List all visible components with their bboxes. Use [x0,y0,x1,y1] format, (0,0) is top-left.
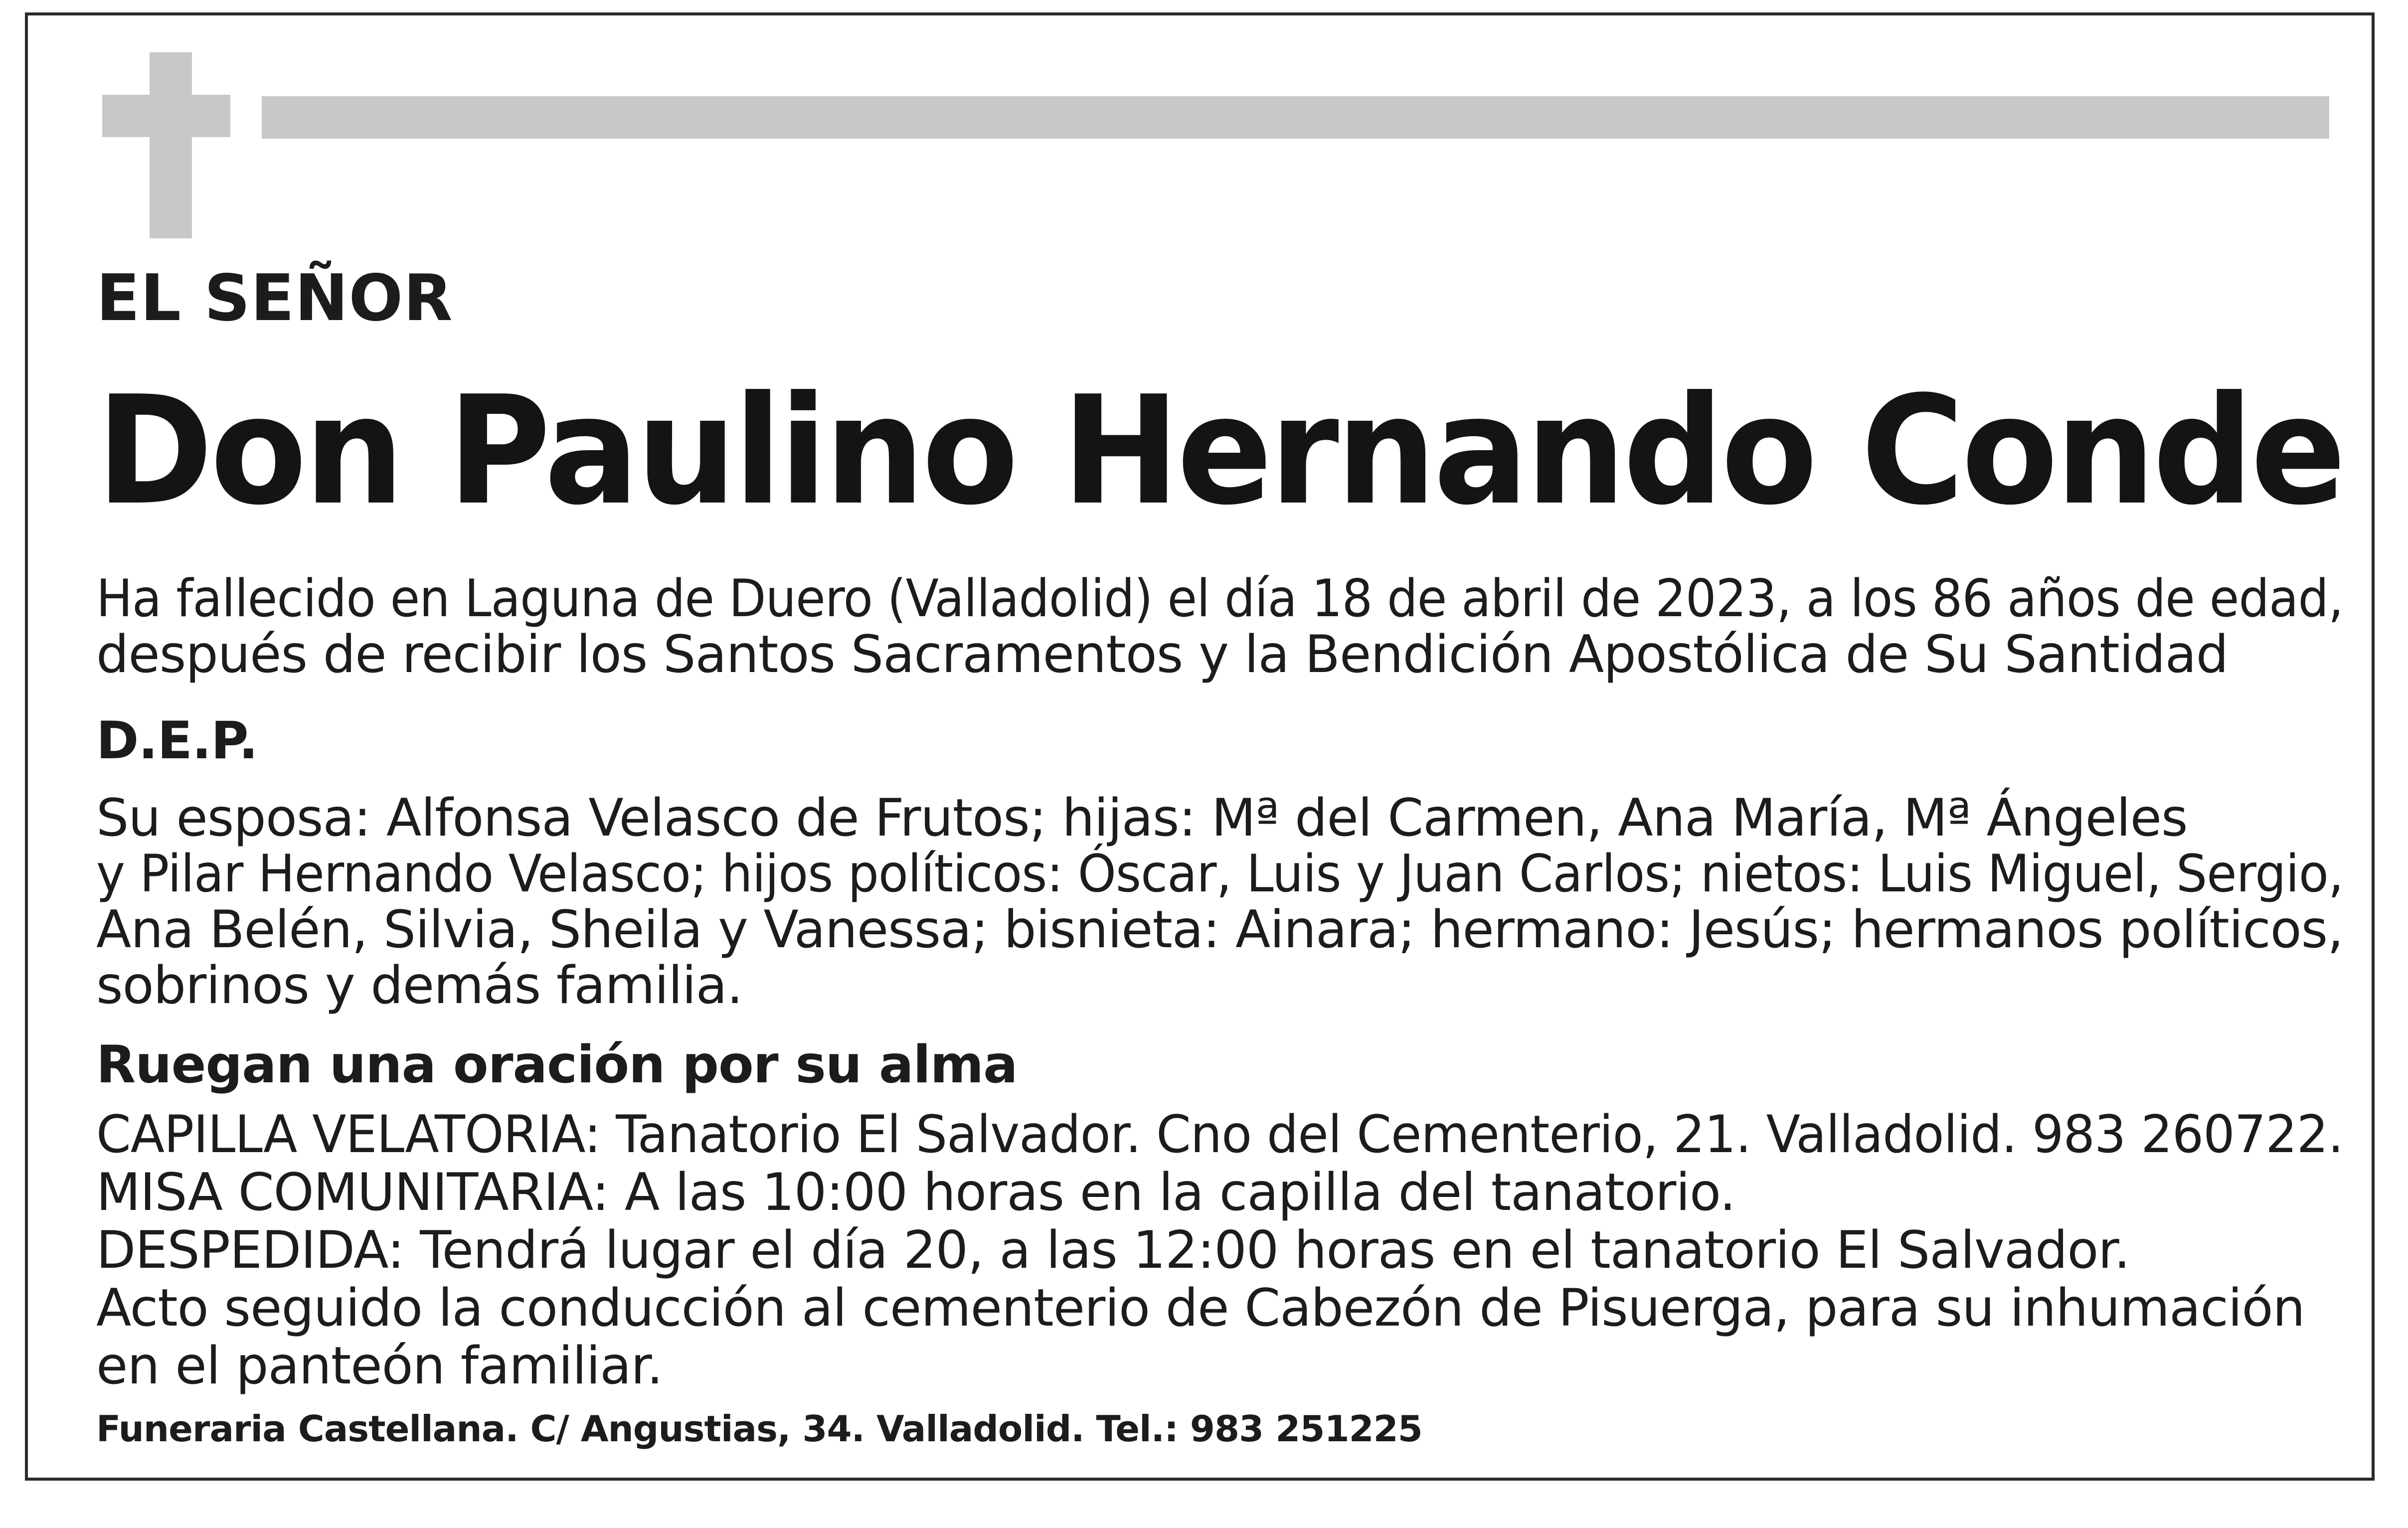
service-line-3: DESPEDIDA: Tendrá lugar el día 20, a las 12:00 horas en el tanatorio El Salvador. [96,1220,2130,1280]
family-line-3: Ana Belén, Silvia, Sheila y Vanessa; bisnieta: Ainara; hermano: Jesús; hermanos políticos, [96,900,2343,960]
family-line-4: sobrinos y demás familia. [96,956,743,1016]
cross-horizontal-beam [102,95,230,137]
honorific-title: EL SEÑOR [96,261,453,336]
family-line-1: Su esposa: Alfonsa Velasco de Frutos; hijas: Mª del Carmen, Ana María, Mª Ángeles [96,788,2188,848]
service-line-5: en el panteón familiar. [96,1336,663,1396]
service-line-2: MISA COMUNITARIA: A las 10:00 horas en la capilla del tanatorio. [96,1163,1735,1222]
cross-vertical-beam [150,52,192,238]
rip-label: D.E.P. [96,711,258,771]
prayer-request: Ruegan una oración por su alma [96,1035,1018,1095]
service-line-4: Acto seguido la conducción al cementerio de Cabezón de Pisuerga, para su inhumación [96,1278,2305,1338]
deceased-name: Don Paulino Hernando Conde [96,364,2344,538]
death-line-2: después de recibir los Santos Sacramentos y la Bendición Apostólica de Su Santidad [96,625,2229,684]
family-line-2: y Pilar Hernando Velasco; hijos políticos: Óscar, Luis y Juan Carlos; nietos: Luis Miguel, Sergio, [96,844,2344,904]
header-bar [262,96,2329,139]
funeral-home-footer: Funeraria Castellana. C/ Angustias, 34. Valladolid. Tel.: 983 251225 [96,1408,1422,1450]
service-line-1: CAPILLA VELATORIA: Tanatorio El Salvador. Cno del Cementerio, 21. Valladolid. 983 260722. [96,1105,2344,1165]
death-line-1: Ha fallecido en Laguna de Duero (Valladolid) el día 18 de abril de 2023, a los 86 años de edad, [96,569,2343,629]
